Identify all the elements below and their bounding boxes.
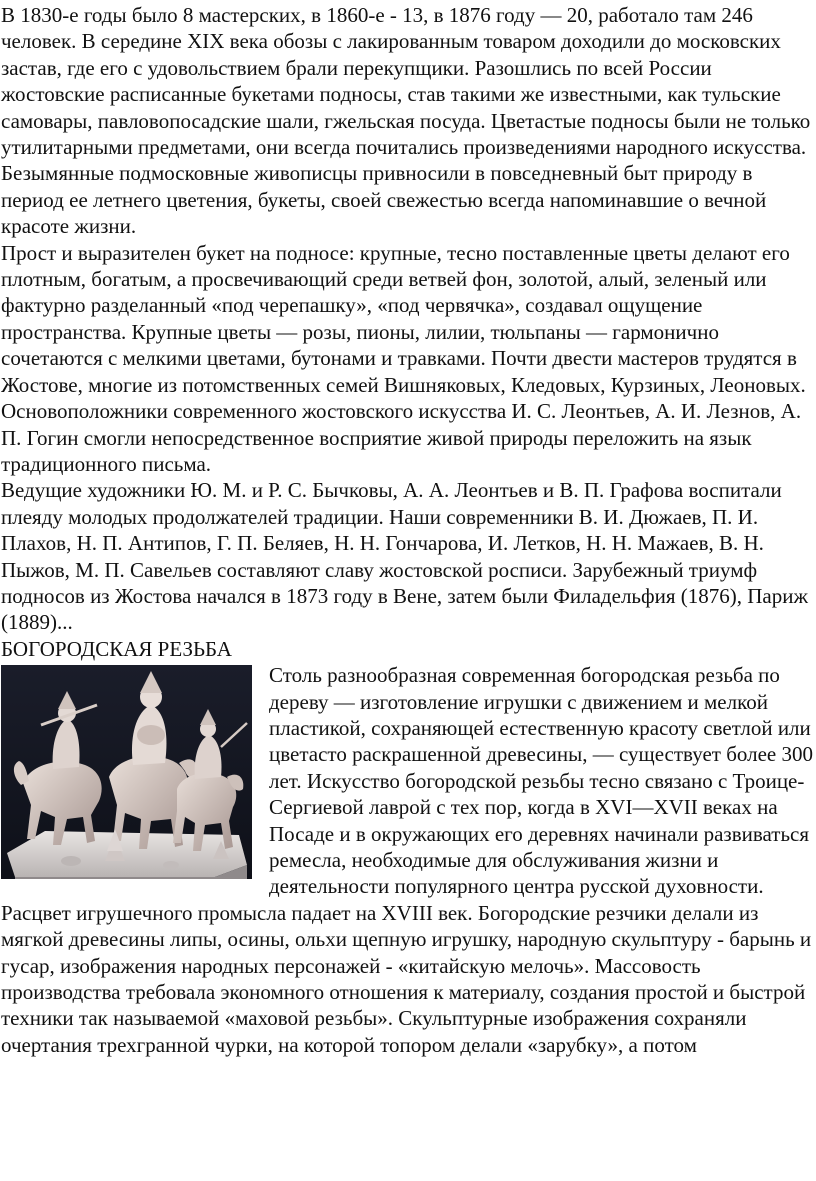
paragraph-bogorodsk-carving: Столь разнообразная современная богородская резьба по дереву — изготовление игрушки с движением и мелкой пластикой, сохраняющей естественную красоту светлой или цветасто раскрашенной древесины, — существует более 300 лет. Искусство богородской резьбы тесно связано с Троице-Сергиевой лаврой с тех пор, когда в XVI—XVII веках на Посаде и в окружающих его деревнях начинали развиваться ремесла, необходимые для обслуживания жизни и деятельности популярного центра русской духовности. Расцвет игрушечного промысла падает на XVIII век. Богородские резчики делали из мягкой древесины липы, осины, ольхи щепную игрушку, народную скульптуру - барынь и гусар, изображения народных персонажей - «китайскую мелочь». Массовость производства требовала экономного отношения к материалу, создания простой и быстрой техники так называемой «маховой резьбы». Скульптурные изображения сохраняли очертания трехгранной чурки, на которой топором делали «зарубку», а потом: [1, 663, 814, 1057]
section-heading-bogorodsk-carving: БОГОРОДСКАЯ РЕЗЬБА: [1, 636, 232, 661]
paragraph-zhostovo-bouquet: Прост и выразителен букет на подносе: крупные, тесно поставленные цветы делают его плотным, богатым, а просвечивающий среди ветвей фон, золотой, алый, зеленый или фактурно разделанный «под черепашку», «под червячка», создавал ощущение пространства. Крупные цветы — розы, пионы, лилии, тюльпаны — гармонично сочетаются с мелкими цветами, бутонами и травками. Почти двести мастеров трудятся в Жостове, многие из потомственных семей Вишняковых, Кледовых, Курзиных, Леоновых. Основоположники современного жостовского искусства И. С. Леонтьев, А. И. Лезнов, А. П. Гогин смогли непосредственное восприятие живой природы переложить на язык традиционного письма.: [1, 240, 806, 476]
carved-wooden-horsemen-photo: [1, 665, 252, 879]
paragraph-zhostovo-masters: Ведущие художники Ю. М. и Р. С. Бычковы, А. А. Леонтьев и В. П. Графова воспитали плеяду молодых продолжателей традиции. Наши современники В. И. Дюжаев, П. И. Плахов, Н. П. Антипов, Г. П. Беляев, Н. Н. Гончарова, И. Летков, Н. Н. Мажаев, В. Н. Пыжов, М. П. Савельев составляют славу жостовской росписи. Зарубежный триумф подносов из Жостова начался в 1873 году в Вене, затем были Филадельфия (1876), Париж (1889)...: [1, 478, 808, 635]
bogatyrs-sculpture-image: [1, 665, 252, 879]
paragraph-zhostovo-history: В 1830-е годы было 8 мастерских, в 1860-е - 13, в 1876 году — 20, работало там 246 человек. В середине XIX века обозы с лакированным товаром доходили до московских застав, где его с удовольствием брали перекупщики. Разошлись по всей России жостовские расписанные букетами подносы, став такими же известными, как тульские самовары, павловопосадские шали, гжельская посуда. Цветастые подносы были не только утилитарными предметами, они всегда почитались произведениями народного искусства. Безымянные подмосковные живописцы привносили в повседневный быт природу в период ее летнего цветения, букеты, своей свежестью всегда напоминавшие о вечной красоте жизни.: [1, 3, 811, 239]
